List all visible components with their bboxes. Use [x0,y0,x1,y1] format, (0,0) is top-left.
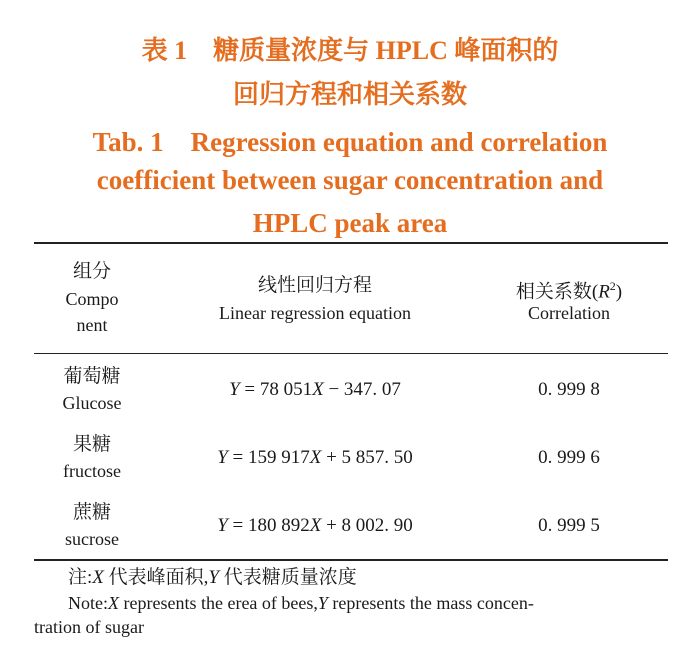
caption-zh-line2: 回归方程和相关系数 [232,80,467,109]
row-r2: 0. 999 5 [538,515,600,536]
row-name-zh: 葡萄糖 [63,366,121,387]
header-component-en-2: nent [76,315,108,335]
table-top-rule [34,242,668,244]
table-header-rule [34,353,668,354]
row-name-zh: 蔗糖 [72,502,111,523]
row-r2: 0. 999 8 [538,379,600,400]
caption-en-line1: Tab. 1 Regression equation and correlation [92,127,608,157]
row-equation: Y = 78 051X − 347. 07 [229,379,401,400]
header-component-en-1: Compo [65,289,119,309]
row-r2: 0. 999 6 [538,447,600,468]
header-correlation-zh: 相关系数$(R^2)$ [515,279,623,303]
caption-en-line3: HPLC peak area [252,208,448,238]
row-name-en: Glucose [62,393,122,413]
header-component-zh: 组分 [72,261,111,282]
row-name-en: sucrose [65,529,119,549]
header-equation-zh: 线性回归方程 [257,275,372,296]
note-en-line1: Note:X represents the erea of bees,Y represents the mass concen- [68,593,534,613]
note-en-line2: tration of sugar [34,617,144,637]
header-equation-en: Linear regression equation [219,303,411,323]
header-correlation-en: Correlation [528,303,610,323]
note-zh: 注:X 代表峰面积,Y 代表糖质量浓度 [68,567,357,588]
row-equation: Y = 159 917X + 5 857. 50 [217,447,413,468]
caption-zh-line1: 表 1 糖质量浓度与 HPLC 峰面积的 [141,36,559,65]
caption-en-line2: coefficient between sugar concentration and [96,165,604,195]
row-name-en: fructose [63,461,121,481]
row-name-zh: 果糖 [72,434,111,455]
row-equation: Y = 180 892X + 8 002. 90 [217,515,413,536]
table-bottom-rule [34,559,668,561]
